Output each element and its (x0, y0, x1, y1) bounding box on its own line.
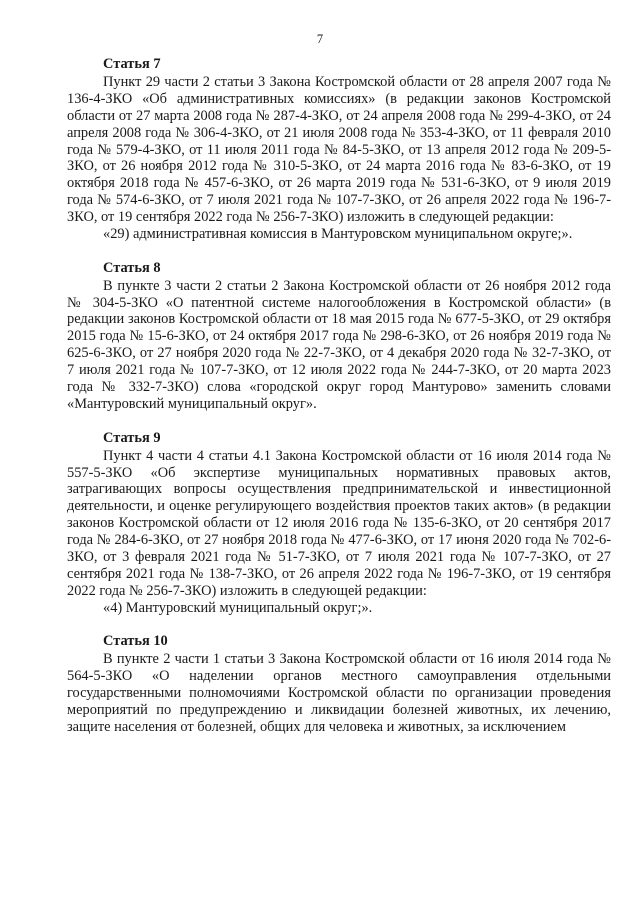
article-9 (67, 430, 611, 617)
article-title: Статья 7 (103, 56, 161, 72)
document-body (67, 56, 611, 753)
article-7 (67, 56, 611, 243)
article-title: Статья 8 (103, 259, 161, 276)
article-10 (67, 633, 611, 735)
article-title: Статья 9 (103, 429, 161, 446)
page-number: 7 (316, 32, 324, 46)
article-paragraph: В пункте 3 части 2 статьи 2 Закона Костромской области от 26 ноября 2012 года № 304-5-ЗКО «О патентной системе налогообложения в Костромской области» (в редакции законов Костромской области от 18 мая 2015 года № 677-5-ЗКО, от 29 октября 2015 года № 15-6-ЗКО, от 24 октября 2017 года № 298-6-ЗКО, от 26 ноября 2019 года № 625-6-ЗКО, от 27 ноября 2020 года № 22-7-ЗКО, от 4 декабря 2020 года № 32-7-ЗКО, от 7 июля 2021 года № 107-7-ЗКО, от 12 июля 2022 года № 244-7-ЗКО, от 20 марта 2023 года № 332-7-ЗКО) слова «городской округ город Мантурово» заменить словами «Мантуровский муниципальный округ». (67, 277, 611, 413)
article-quote: «29) административная комиссия в Мантуровском муниципальном округе;». (103, 226, 573, 243)
article-title: Статья 10 (103, 633, 168, 650)
article-paragraph: Пункт 29 части 2 статьи 3 Закона Костромской области от 28 апреля 2007 года № 136-4-ЗКО «Об административных комиссиях» (в редакции законов Костромской области от 27 марта 2008 года № 287-4-ЗКО, от 24 апреля 2008 года № 299-4-ЗКО, от 24 апреля 2008 года № 306-4-ЗКО, от 21 июля 2008 года № 353-4-ЗКО, от 11 февраля 2010 года № 579-4-ЗКО, от 11 июля 2011 года № 84-5-ЗКО, от 13 апреля 2012 года № 209-5-ЗКО, от 26 ноября 2012 года № 310-5-ЗКО, от 24 марта 2016 года № 83-6-ЗКО, от 19 октября 2018 года № 457-6-ЗКО, от 26 марта 2019 года № 531-6-ЗКО, от 9 июля 2019 года № 574-6-ЗКО, от 7 июля 2021 года № 107-7-ЗКО, от 26 апреля 2022 года № 196-7-ЗКО, от 19 сентября 2022 года № 256-7-ЗКО) изложить в следующей редакции: (67, 73, 611, 226)
article-paragraph: В пункте 2 части 1 статьи 3 Закона Костромской области от 16 июля 2014 года № 564-5-ЗКО «О наделении органов местного самоуправления отдельными государственными полномочиями Костромской области по организации проведения мероприятий по предупреждению и ликвидации болезней животных, их лечению, защите населения от болезней, общих для человека и животных, за исключением (67, 651, 611, 736)
article-paragraph: Пункт 4 части 4 статьи 4.1 Закона Костромской области от 16 июля 2014 года № 557-5-ЗКО «Об экспертизе муниципальных нормативных правовых актов, затрагивающих вопросы осуществления предпринимательской и инвестиционной деятельности, и оценке регулирующего воздействия проектов таких актов» (в редакции законов Костромской области от 12 июля 2016 года № 135-6-ЗКО, от 20 сентября 2017 года № 284-6-ЗКО, от 27 ноября 2018 года № 477-6-ЗКО, от 17 июня 2020 года № 702-6-ЗКО, от 3 февраля 2021 года № 51-7-ЗКО, от 7 июля 2021 года № 107-7-ЗКО, от 27 сентября 2021 года № 138-7-ЗКО, от 26 апреля 2022 года № 196-7-ЗКО, от 19 сентября 2022 года № 256-7-ЗКО) изложить в следующей редакции: (67, 447, 611, 599)
article-8 (67, 260, 611, 413)
article-quote: «4) Мантуровский муниципальный округ;». (103, 599, 373, 616)
